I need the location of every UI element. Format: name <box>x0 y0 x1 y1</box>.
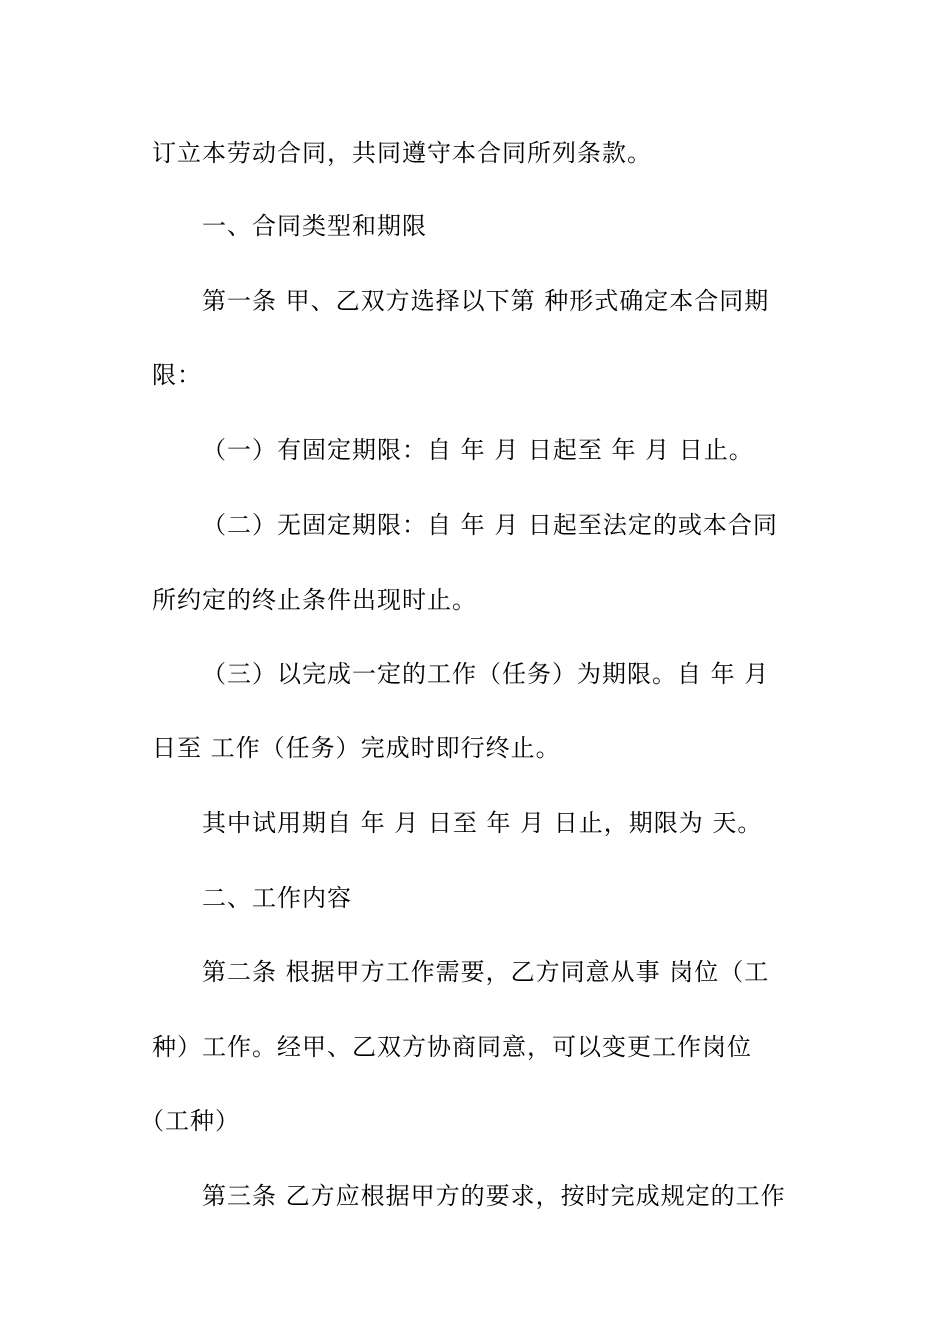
text-line: 订立本劳动合同，共同遵守本合同所列条款。 <box>152 139 652 167</box>
text-line: 种）工作。经甲、乙双方协商同意，可以变更工作岗位 <box>152 1033 752 1061</box>
text-line: 其中试用期自 年 月 日至 年 月 日止，期限为 天。 <box>202 809 763 837</box>
text-line: 日至 工作（任务）完成时即行终止。 <box>152 734 561 762</box>
text-line: 限： <box>152 361 202 389</box>
section-heading: 二、工作内容 <box>202 884 352 912</box>
text-line: 第二条 根据甲方工作需要，乙方同意从事 岗位（工 <box>202 958 770 986</box>
text-line: （一）有固定期限：自 年 月 日起至 年 月 日止。 <box>202 436 754 464</box>
text-line: （三）以完成一定的工作（任务）为期限。自 年 月 <box>202 660 770 688</box>
text-line: （二）无固定期限：自 年 月 日起至法定的或本合同 <box>202 511 778 539</box>
section-heading: 一、合同类型和期限 <box>202 212 427 240</box>
text-line: （工种） <box>140 1107 240 1135</box>
text-line: 第三条 乙方应根据甲方的要求，按时完成规定的工作 <box>202 1182 786 1210</box>
text-line: 所约定的终止条件出现时止。 <box>152 586 477 614</box>
text-line: 第一条 甲、乙双方选择以下第 种形式确定本合同期 <box>202 287 770 315</box>
